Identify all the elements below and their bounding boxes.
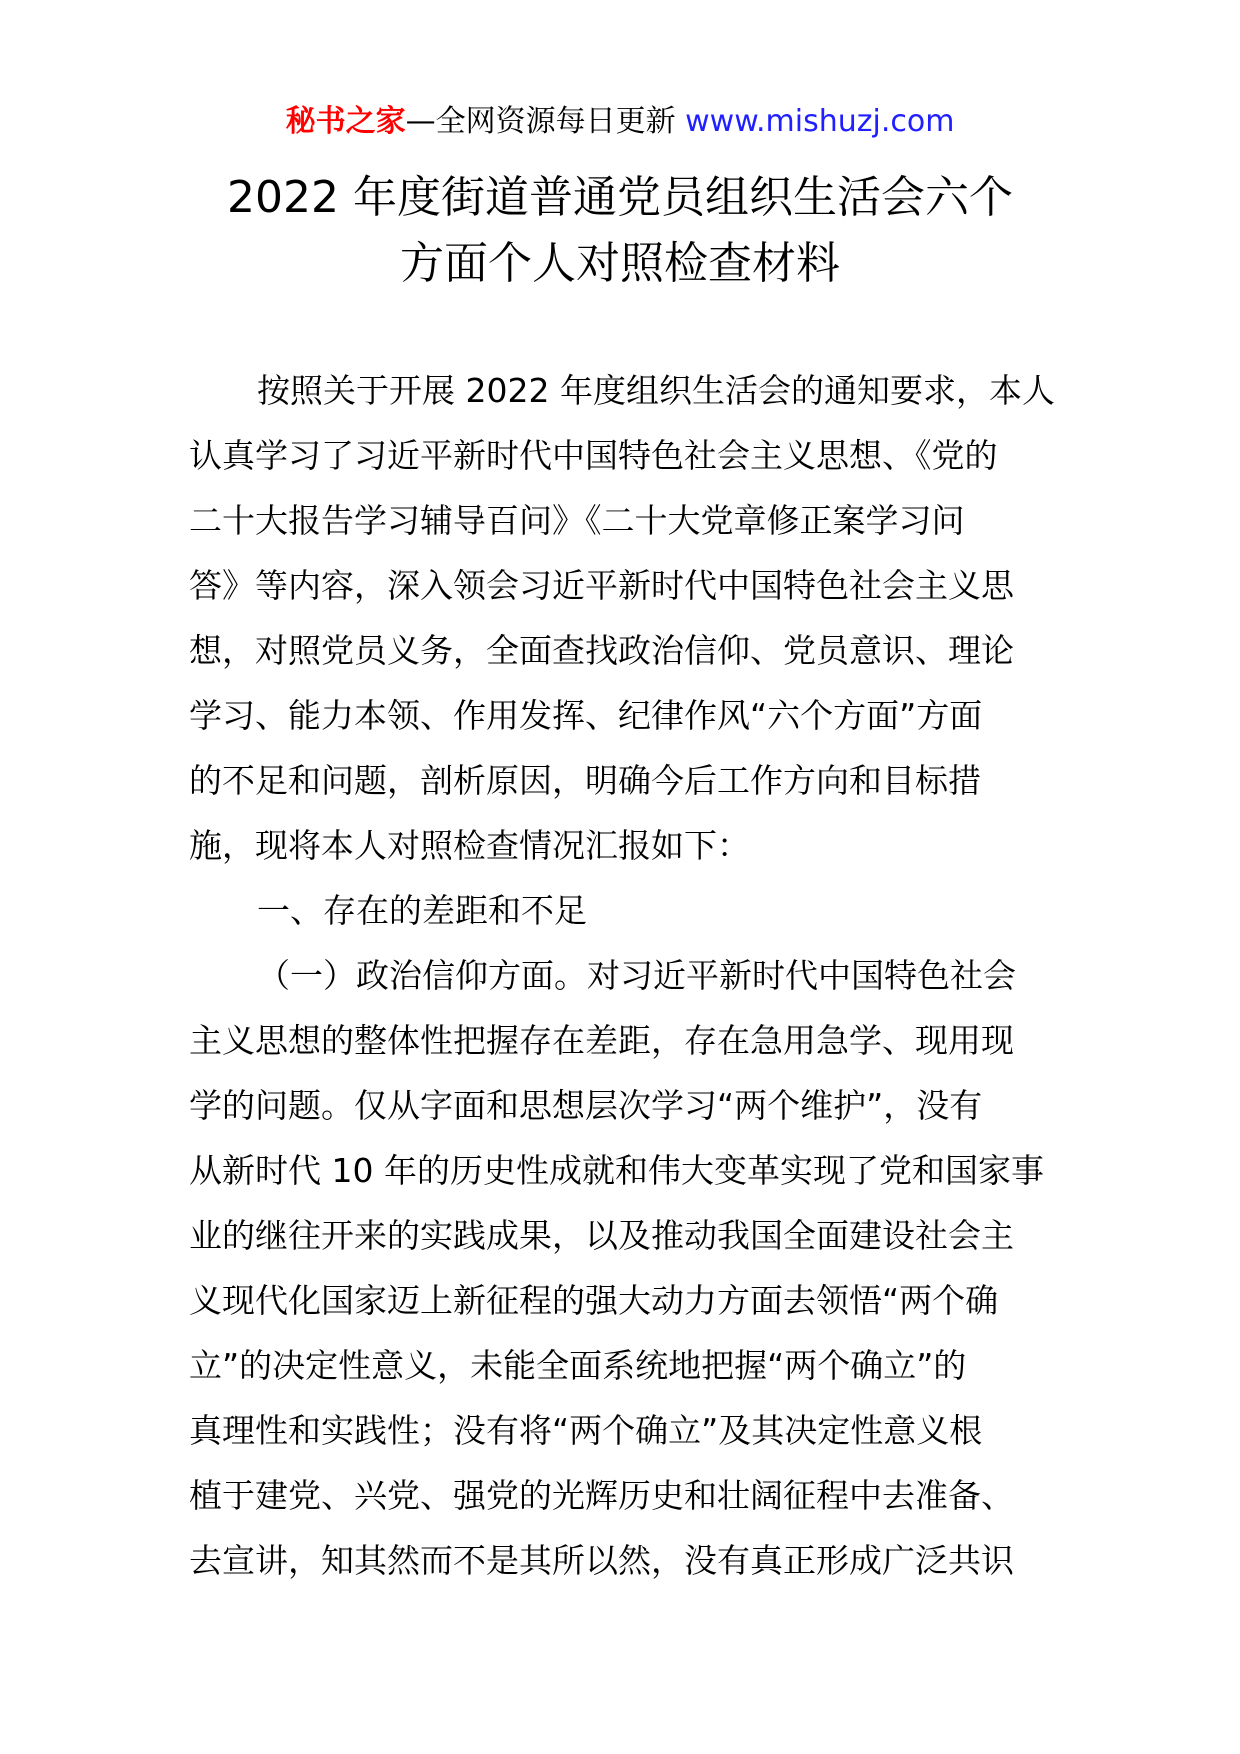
header-slogan: —全网资源每日更新 <box>405 104 676 139</box>
site-url: www.mishuzj.com <box>685 104 955 139</box>
body-line: 按照关于开展 2022 年度组织生活会的通知要求，本人 <box>257 371 1055 410</box>
body-line: 的不足和问题，剖析原因，明确今后工作方向和目标措 <box>189 761 981 800</box>
body-line: （一）政治信仰方面。对习近平新时代中国特色社会 <box>257 956 1016 995</box>
body-line: 业的继往开来的实践成果，以及推动我国全面建设社会主 <box>189 1216 1014 1255</box>
body-line: 二十大报告学习辅导百问》《二十大党章修正案学习问 <box>189 501 965 540</box>
body-line: 义现代化国家迈上新征程的强大动力方面去领悟“两个确 <box>189 1281 999 1320</box>
body-line: 认真学习了习近平新时代中国特色社会主义思想、《党的 <box>189 436 998 475</box>
body-line: 从新时代 10 年的历史性成就和伟大变革实现了党和国家事 <box>189 1151 1044 1190</box>
document-title <box>0 165 1240 297</box>
body-line: 立”的决定性意义，未能全面系统地把握“两个确立”的 <box>189 1346 967 1385</box>
document-body <box>189 358 1059 1593</box>
brand-name: 秘书之家 <box>285 104 406 139</box>
body-line: 真理性和实践性；没有将“两个确立”及其决定性意义根 <box>189 1411 983 1450</box>
site-header <box>0 102 1240 142</box>
title-line-1: 2022 年度街道普通党员组织生活会六个 <box>227 172 1013 223</box>
body-line: 主义思想的整体性把握存在差距，存在急用急学、现用现 <box>189 1021 1014 1060</box>
body-line: 答》等内容，深入领会习近平新时代中国特色社会主义思 <box>189 566 1014 605</box>
body-line: 施，现将本人对照检查情况汇报如下： <box>189 826 750 865</box>
body-line: 学习、能力本领、作用发挥、纪律作风“六个方面”方面 <box>189 696 983 735</box>
body-line: 想，对照党员义务，全面查找政治信仰、党员意识、理论 <box>189 631 1014 670</box>
body-line: 植于建党、兴党、强党的光辉历史和壮阔征程中去准备、 <box>189 1476 1014 1515</box>
body-line: 去宣讲，知其然而不是其所以然，没有真正形成广泛共识 <box>189 1541 1014 1580</box>
section-heading: 一、存在的差距和不足 <box>257 891 587 930</box>
title-line-2: 方面个人对照检查材料 <box>400 238 840 289</box>
body-line: 学的问题。仅从字面和思想层次学习“两个维护”，没有 <box>189 1086 983 1125</box>
